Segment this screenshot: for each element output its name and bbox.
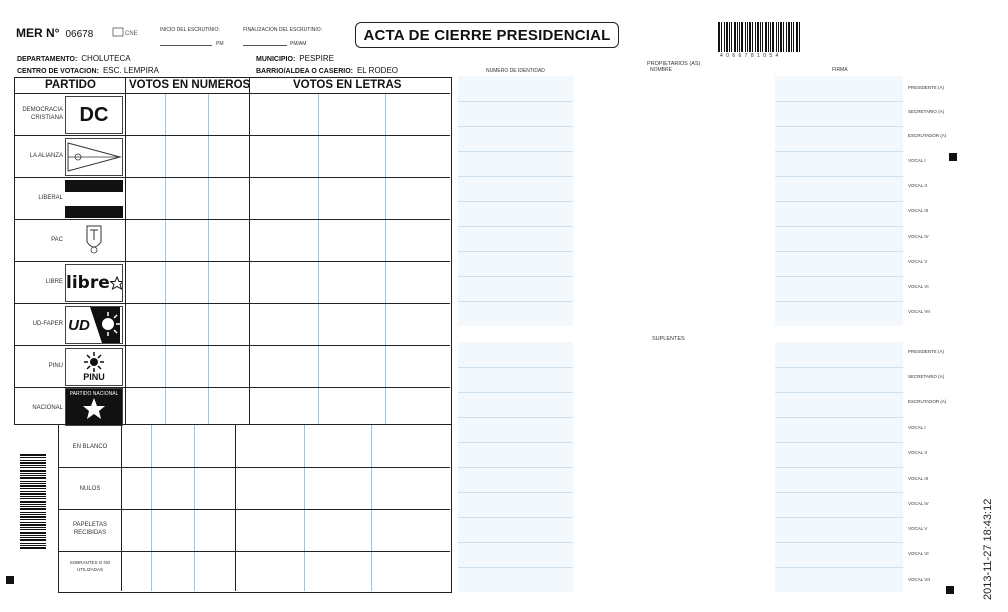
svg-text:CNE: CNE xyxy=(125,31,138,37)
ud-sun-icon xyxy=(90,307,120,343)
departamento-label: DEPARTAMENTO: xyxy=(17,56,78,63)
panel-row-line xyxy=(458,251,573,252)
barcode-number: 4 0 6 6 7 8 1 0 5 4 xyxy=(720,53,780,59)
party-libre-name: LIBRE xyxy=(45,279,63,285)
mer-label-text: MER N° xyxy=(16,26,60,40)
panel-row-line xyxy=(775,467,903,468)
party-nacional-logo xyxy=(65,388,123,426)
sup-role-8: VOCAL VI xyxy=(908,551,929,556)
barcode xyxy=(718,22,800,52)
panel-row-line xyxy=(458,151,573,152)
panel-row-line xyxy=(775,126,903,127)
prop-role-3: VOCAL I xyxy=(908,158,926,163)
panel-row-line xyxy=(458,417,573,418)
cne-logo xyxy=(112,25,152,37)
centro-value: ESC. LEMPIRA xyxy=(102,66,159,75)
centro-row xyxy=(17,66,159,75)
mer-label xyxy=(16,26,93,40)
suplentes-label: SUPLENTES xyxy=(652,336,685,342)
ud-logo-text: UD xyxy=(68,316,90,334)
prop-role-8: VOCAL VI xyxy=(908,284,929,289)
side-barcode xyxy=(20,454,54,550)
panel-row-line xyxy=(458,176,573,177)
libre-logo-text: libre xyxy=(66,273,110,293)
nacional-logo-text: PARTIDO NACIONAL xyxy=(69,391,119,397)
sup-role-6: VOCAL IV xyxy=(908,501,929,506)
nacional-star-icon xyxy=(82,397,106,421)
prop-role-4: VOCAL II xyxy=(908,183,927,188)
party-nacional-name: NACIONAL xyxy=(32,405,63,411)
panel-row-line xyxy=(458,101,573,102)
prop-role-0: PRESIDENTE (A) xyxy=(908,85,945,90)
panel-row-line xyxy=(458,392,573,393)
barrio-label: BARRIO/ALDEA O CASERIO: xyxy=(256,68,353,75)
mer-number: 06678 xyxy=(65,29,94,40)
party-dc-logo xyxy=(65,96,123,134)
centro-label: CENTRO DE VOTACION: xyxy=(17,68,99,75)
liberal-flag-icon xyxy=(65,180,123,218)
barcode-icon xyxy=(718,22,800,52)
municipio-value: PESPIRE xyxy=(299,54,334,63)
panel-row-line xyxy=(458,442,573,443)
inicio-suffix: PM xyxy=(216,41,224,47)
pac-emblem-icon xyxy=(65,222,123,260)
sup-role-7: VOCAL V xyxy=(908,526,928,531)
party-ud-name: UD-FAPER xyxy=(32,321,63,327)
panel-row-line xyxy=(458,201,573,202)
side-barcode-icon xyxy=(20,454,54,550)
panel-row-line xyxy=(775,417,903,418)
scan-timestamp: 2013-11-27 18:43:12 xyxy=(982,498,994,600)
panel-row-line xyxy=(458,126,573,127)
libre-star-icon xyxy=(110,276,122,290)
municipio-label: MUNICIPIO: xyxy=(256,56,296,63)
col-propietarios: PROPIETARIOS (AS) xyxy=(647,61,701,67)
departamento-row xyxy=(17,54,131,63)
votes-table xyxy=(14,77,452,425)
cne-logo-icon xyxy=(112,26,152,38)
party-alianza-logo xyxy=(65,138,123,176)
finalizacion-label: FINALIZACION DEL ESCRUTINIO: xyxy=(243,27,322,33)
panel-row-line xyxy=(775,542,903,543)
panel-row-line xyxy=(775,251,903,252)
page-title: ACTA DE CIERRE PRESIDENCIAL xyxy=(355,22,619,48)
alianza-flag-icon xyxy=(66,139,122,175)
barrio-row xyxy=(256,66,398,75)
registration-mark-bottom-left xyxy=(6,576,14,584)
inicio-label: INICIO DEL ESCRUTINIO: xyxy=(160,27,220,33)
panel-row-line xyxy=(458,276,573,277)
panel-row-line xyxy=(775,517,903,518)
panel-row-line xyxy=(458,567,573,568)
panel-row-line xyxy=(775,151,903,152)
panel-row-line xyxy=(775,367,903,368)
panel-row-line xyxy=(775,276,903,277)
party-dc-name: DEMOCRACIA CRISTIANA xyxy=(22,107,63,121)
pinu-logo-text: PINU xyxy=(83,372,105,382)
col-firma: FIRMA xyxy=(832,67,848,73)
prop-role-5: VOCAL III xyxy=(908,208,929,213)
prop-role-7: VOCAL V xyxy=(908,259,928,264)
panel-row-line xyxy=(458,492,573,493)
total-blanco-label: EN BLANCO xyxy=(72,444,108,450)
panel-row-line xyxy=(458,301,573,302)
col-partido: PARTIDO xyxy=(45,79,96,91)
panel-row-line xyxy=(775,101,903,102)
party-liberal-name: LIBERAL xyxy=(38,195,63,201)
panel-row-line xyxy=(458,517,573,518)
party-liberal-logo xyxy=(65,180,123,218)
panel-row-line xyxy=(458,226,573,227)
panel-row-line xyxy=(458,367,573,368)
dc-logo-text: DC xyxy=(79,103,109,126)
panel-row-line xyxy=(775,492,903,493)
col-letras: VOTOS EN LETRAS xyxy=(293,79,402,91)
totals-table xyxy=(58,425,452,593)
party-pac-logo xyxy=(65,222,123,260)
departamento-value: CHOLUTECA xyxy=(81,54,131,63)
sup-role-1: SECRETARIO (A) xyxy=(908,374,945,379)
party-ud-logo xyxy=(65,306,123,344)
sup-role-0: PRESIDENTE (A) xyxy=(908,349,945,354)
total-sobrantes-label: SOBRANTES O NO UTILIZADAS xyxy=(69,560,111,572)
prop-role-1: SECRETARIO (A) xyxy=(908,109,945,114)
prop-role-6: VOCAL IV xyxy=(908,234,929,239)
col-nombre: NOMBRE xyxy=(650,67,672,73)
finalizacion-suffix: PM/AM xyxy=(290,41,307,47)
party-libre-logo xyxy=(65,264,123,302)
panel-row-line xyxy=(775,226,903,227)
panel-row-line xyxy=(775,301,903,302)
registration-mark-bottom-right xyxy=(946,586,954,594)
total-nulos-label: NULOS xyxy=(79,486,101,492)
municipio-row xyxy=(256,54,334,63)
finalizacion-field[interactable] xyxy=(243,45,287,46)
prop-role-2: ESCRUTADOR (A) xyxy=(908,133,947,138)
sup-role-4: VOCAL II xyxy=(908,450,927,455)
barrio-value: EL RODEO xyxy=(356,66,399,75)
panel-row-line xyxy=(458,542,573,543)
col-identidad: NUMERO DE IDENTIDAD xyxy=(486,68,545,74)
panel-row-line xyxy=(775,176,903,177)
sup-role-3: VOCAL I xyxy=(908,425,926,430)
pinu-sun-icon xyxy=(84,352,104,372)
prop-role-9: VOCAL VII xyxy=(908,309,930,314)
panel-row-line xyxy=(775,442,903,443)
sup-role-5: VOCAL III xyxy=(908,476,929,481)
registration-mark-right xyxy=(949,153,957,161)
party-alianza-name: LA ALIANZA xyxy=(29,153,63,159)
party-pinu-logo xyxy=(65,348,123,386)
panel-row-line xyxy=(775,201,903,202)
sup-role-2: ESCRUTADOR (A) xyxy=(908,399,947,404)
party-pac-name: PAC xyxy=(51,237,63,243)
panel-row-line xyxy=(775,567,903,568)
col-numeros: VOTOS EN NUMEROS xyxy=(129,79,251,91)
total-papeletas-label: PAPELETAS RECIBIDAS xyxy=(72,522,108,536)
panel-row-line xyxy=(775,392,903,393)
inicio-field[interactable] xyxy=(160,45,212,46)
party-pinu-name: PINU xyxy=(48,363,63,369)
panel-row-line xyxy=(458,467,573,468)
sup-role-9: VOCAL VII xyxy=(908,577,930,582)
